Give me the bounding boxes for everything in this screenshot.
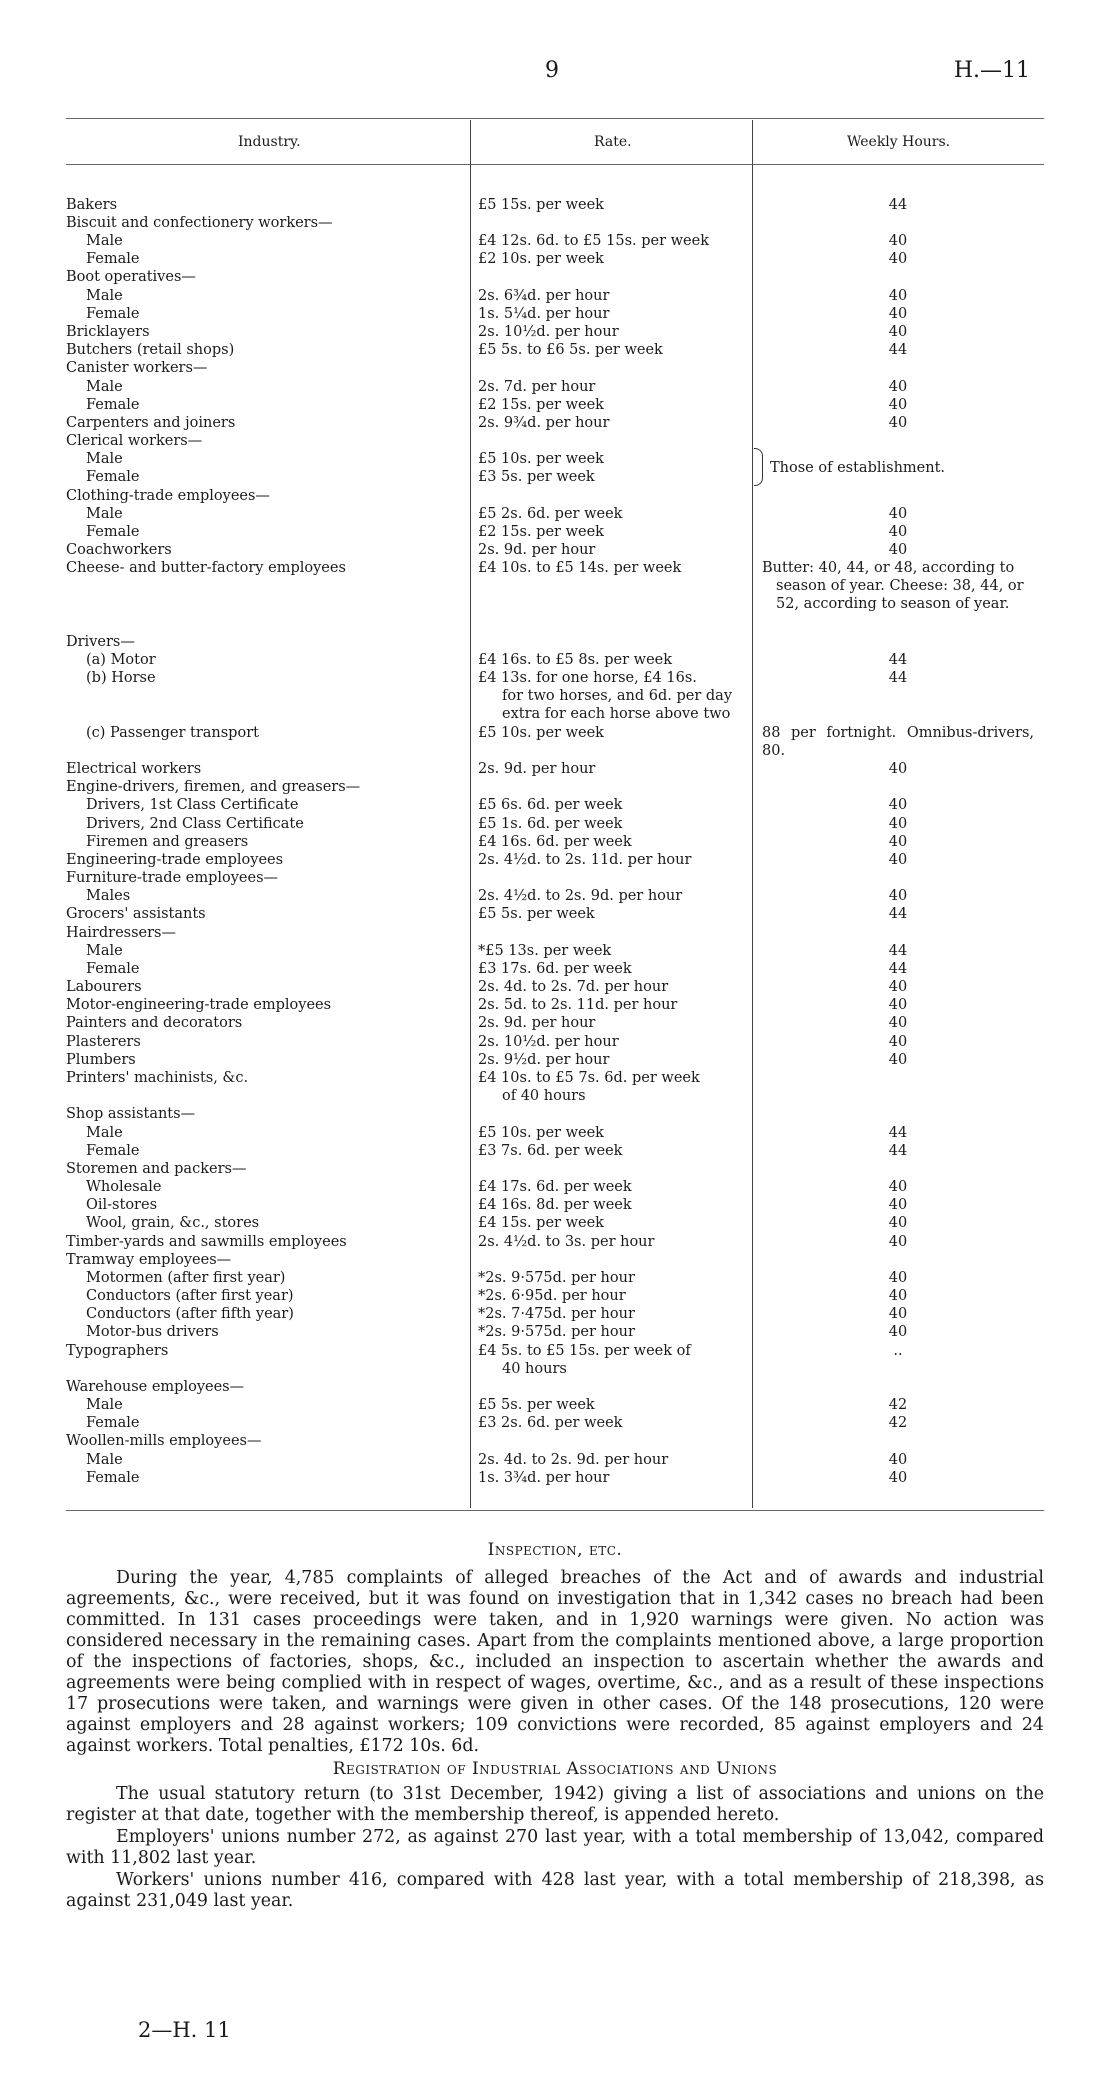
rate-cell: 2s. 10½d. per hour xyxy=(478,324,619,340)
hours-cell: 42 xyxy=(888,1415,908,1431)
industry-cell: Female xyxy=(86,469,140,485)
registration-paragraph-1: The usual statutory return (to 31st December, 1942) giving a list of associations and unions on the register at that date, together with the membership thereof, is appended hereto. xyxy=(66,1784,1044,1825)
col-head-rate: Rate. xyxy=(594,134,632,150)
industry-cell: Male xyxy=(86,451,123,467)
rate-cell: £4 13s. for one horse, £4 16s. xyxy=(478,670,697,686)
industry-cell: Male xyxy=(86,379,123,395)
hours-cell: 40 xyxy=(888,506,908,522)
rate-cell: £5 10s. per week xyxy=(478,1125,604,1141)
rate-cell: *2s. 9·575d. per hour xyxy=(478,1324,635,1340)
rate-cell: 2s. 7d. per hour xyxy=(478,379,596,395)
hours-cell: 40 xyxy=(888,1324,908,1340)
industry-cell: (c) Passenger transport xyxy=(86,725,259,741)
document-code: H.—11 xyxy=(953,58,1030,83)
industry-cell: Butchers (retail shops) xyxy=(66,342,235,358)
industry-cell: Conductors (after fifth year) xyxy=(86,1306,294,1322)
hours-cell: 40 xyxy=(888,1179,908,1195)
industry-cell: Furniture-trade employees— xyxy=(66,870,279,886)
hours-cell: 40 xyxy=(888,834,908,850)
industry-cell: Firemen and greasers xyxy=(86,834,249,850)
industry-cell: Conductors (after first year) xyxy=(86,1288,294,1304)
hours-cell: 40 xyxy=(888,1197,908,1213)
rate-cell: 2s. 10½d. per hour xyxy=(478,1034,619,1050)
rate-cell: £4 16s. to £5 8s. per week xyxy=(478,652,673,668)
industry-cell: Plasterers xyxy=(66,1034,141,1050)
rate-cell: £4 17s. 6d. per week xyxy=(478,1179,632,1195)
rate-cell: £3 7s. 6d. per week xyxy=(478,1143,623,1159)
hours-cell: 40 xyxy=(888,1234,908,1250)
industry-cell: Clothing-trade employees— xyxy=(66,488,270,504)
hours-cell: 44 xyxy=(888,652,908,668)
industry-cell: Female xyxy=(86,306,140,322)
industry-cell: Timber-yards and sawmills employees xyxy=(66,1234,347,1250)
rate-cell: of 40 hours xyxy=(502,1088,586,1104)
hours-cell: 40 xyxy=(888,288,908,304)
hours-cell: 40 xyxy=(888,1306,908,1322)
industry-cell: Warehouse employees— xyxy=(66,1379,245,1395)
rate-cell: 2s. 9d. per hour xyxy=(478,761,596,777)
industry-cell: Bakers xyxy=(66,197,118,213)
hours-cell: 40 xyxy=(888,997,908,1013)
rate-cell: 2s. 4d. to 2s. 9d. per hour xyxy=(478,1452,669,1468)
industry-cell: Tramway employees— xyxy=(66,1252,232,1268)
industry-cell: Grocers' assistants xyxy=(66,906,206,922)
rate-cell: £4 16s. 6d. per week xyxy=(478,834,632,850)
registration-paragraph-2: Employers' unions number 272, as against 270 last year, with a total membership of 13,042, compared with 11,802 last year. xyxy=(66,1827,1044,1868)
hours-cell: 40 xyxy=(888,324,908,340)
rate-cell: £4 15s. per week xyxy=(478,1215,604,1231)
rate-cell: 2s. 9d. per hour xyxy=(478,542,596,558)
hours-cell: 40 xyxy=(888,251,908,267)
industry-cell: Painters and decorators xyxy=(66,1015,243,1031)
rate-cell: 2s. 4½d. to 2s. 9d. per hour xyxy=(478,888,683,904)
rate-cell: 2s. 6¾d. per hour xyxy=(478,288,610,304)
industry-cell: Boot operatives— xyxy=(66,269,196,285)
industry-cell: Woollen-mills employees— xyxy=(66,1433,262,1449)
hours-cell: 40 xyxy=(888,1288,908,1304)
hours-cell: 40 xyxy=(888,1270,908,1286)
rate-cell: £3 5s. per week xyxy=(478,469,595,485)
rate-cell: *£5 13s. per week xyxy=(478,943,612,959)
industry-cell: Storemen and packers— xyxy=(66,1161,247,1177)
industry-cell: Shop assistants— xyxy=(66,1106,196,1122)
industry-cell: Male xyxy=(86,233,123,249)
industry-cell: Engineering-trade employees xyxy=(66,852,284,868)
industry-cell: Coachworkers xyxy=(66,542,172,558)
industry-cell: Drivers— xyxy=(66,634,135,650)
registration-title: Registration of Industrial Associations and Unions xyxy=(332,1759,778,1779)
rate-cell: £4 5s. to £5 15s. per week of xyxy=(478,1343,691,1359)
hours-cell: 40 xyxy=(888,1052,908,1068)
hours-cell: 40 xyxy=(888,379,908,395)
industry-cell: Male xyxy=(86,506,123,522)
industry-cell: Electrical workers xyxy=(66,761,202,777)
clerical-hours: Those of establishment. xyxy=(770,460,946,476)
table-bottom-rule xyxy=(66,1510,1044,1511)
industry-cell: Male xyxy=(86,1452,123,1468)
rate-cell: 2s. 4d. to 2s. 7d. per hour xyxy=(478,979,669,995)
rate-cell: for two horses, and 6d. per day xyxy=(502,688,733,704)
hours-cell: 40 xyxy=(888,1470,908,1486)
industry-cell: Motor-engineering-trade employees xyxy=(66,997,332,1013)
industry-cell: Carpenters and joiners xyxy=(66,415,236,431)
industry-cell: Male xyxy=(86,288,123,304)
rate-cell: 2s. 4½d. to 2s. 11d. per hour xyxy=(478,852,692,868)
hours-cell: 44 xyxy=(888,961,908,977)
hours-cell: 40 xyxy=(888,524,908,540)
hours-cell: 40 xyxy=(888,852,908,868)
hours-cell: 40 xyxy=(888,761,908,777)
rate-cell: £5 2s. 6d. per week xyxy=(478,506,623,522)
industry-cell: Bricklayers xyxy=(66,324,150,340)
industry-cell: Motor-bus drivers xyxy=(86,1324,219,1340)
rate-cell: £5 5s. to £6 5s. per week xyxy=(478,342,663,358)
industry-cell: Male xyxy=(86,1397,123,1413)
rate-cell: £5 15s. per week xyxy=(478,197,604,213)
rate-cell: £4 12s. 6d. to £5 15s. per week xyxy=(478,233,709,249)
industry-cell: Female xyxy=(86,1470,140,1486)
industry-cell: Female xyxy=(86,524,140,540)
hours-cell: 44 xyxy=(888,1143,908,1159)
rate-cell: £5 10s. per week xyxy=(478,451,604,467)
hours-cell: 40 xyxy=(888,816,908,832)
hours-cell: 40 xyxy=(888,1015,908,1031)
industry-cell: Engine-drivers, firemen, and greasers— xyxy=(66,779,361,795)
hours-cell: .. xyxy=(893,1343,903,1359)
industry-cell: Male xyxy=(86,1125,123,1141)
hours-cell: 40 xyxy=(888,797,908,813)
rate-cell: 2s. 9½d. per hour xyxy=(478,1052,610,1068)
industry-cell: Drivers, 1st Class Certificate xyxy=(86,797,299,813)
rate-cell: £3 17s. 6d. per week xyxy=(478,961,632,977)
rate-cell: £5 5s. per week xyxy=(478,1397,595,1413)
hours-cell: 40 xyxy=(888,1215,908,1231)
hours-cell: 44 xyxy=(888,197,908,213)
footer-code: 2—H. 11 xyxy=(138,2018,231,2042)
industry-cell: Female xyxy=(86,961,140,977)
hours-cell: 40 xyxy=(888,888,908,904)
rate-cell: *2s. 7·475d. per hour xyxy=(478,1306,635,1322)
industry-cell: Wholesale xyxy=(86,1179,162,1195)
hours-cell: 40 xyxy=(888,1452,908,1468)
industry-cell: Male xyxy=(86,943,123,959)
rate-cell: *2s. 9·575d. per hour xyxy=(478,1270,635,1286)
rate-cell: £3 2s. 6d. per week xyxy=(478,1415,623,1431)
rate-cell: £2 10s. per week xyxy=(478,251,604,267)
rate-cell: 2s. 4½d. to 3s. per hour xyxy=(478,1234,655,1250)
rate-cell: £5 5s. per week xyxy=(478,906,595,922)
rate-cell: £2 15s. per week xyxy=(478,524,604,540)
industry-cell: (b) Horse xyxy=(86,670,156,686)
hours-cell: 40 xyxy=(888,542,908,558)
industry-cell: Canister workers— xyxy=(66,360,208,376)
hours-cell: 44 xyxy=(888,342,908,358)
industry-cell: Female xyxy=(86,397,140,413)
rate-cell: 1s. 3¾d. per hour xyxy=(478,1470,610,1486)
inspection-title: Inspection, etc. xyxy=(487,1540,623,1560)
hours-cell: 40 xyxy=(888,233,908,249)
hours-cell: 40 xyxy=(888,979,908,995)
passenger-hours: 88 per fortnight. Omnibus-drivers, 80. xyxy=(762,725,1034,759)
hours-cell: 44 xyxy=(888,1125,908,1141)
industry-cell: Plumbers xyxy=(66,1052,136,1068)
inspection-paragraph: During the year, 4,785 complaints of alleged breaches of the Act and of awards and industrial agreements, &c., were received, but it was found on investigation that in 1,342 cases no breach had been committed. In 131 cases proceedings were taken, and in 1,920 warnings were given. No action was considered necessary in the remaining cases. Apart from the complaints mentioned above, a large proportion of the inspections of factories, shops, &c., included an inspection to ascertain whether the awards and agreements were being complied with in respect of wages, overtime, &c., and as a result of these inspections 17 prosecutions were taken, and warnings were given in other cases. Of the 148 prosecutions, 120 were against employers and 28 against workers; 109 convictions were recorded, 85 against employers and 24 against workers. Total penalties, £172 10s. 6d. xyxy=(66,1568,1044,1756)
industry-cell: Typographers xyxy=(66,1343,169,1359)
rate-cell: 2s. 9d. per hour xyxy=(478,1015,596,1031)
rate-cell: £4 10s. to £5 14s. per week xyxy=(478,560,682,576)
col-head-industry: Industry. xyxy=(238,134,301,150)
rate-cell: 40 hours xyxy=(502,1361,567,1377)
hours-cell: 44 xyxy=(888,906,908,922)
rate-cell: extra for each horse above two xyxy=(502,706,731,722)
industry-cell: Female xyxy=(86,1415,140,1431)
industry-cell: Labourers xyxy=(66,979,142,995)
industry-cell: Cheese- and butter-factory employees xyxy=(66,560,346,576)
rate-cell: 2s. 9¾d. per hour xyxy=(478,415,610,431)
rate-cell: £4 16s. 8d. per week xyxy=(478,1197,632,1213)
hours-cell: 40 xyxy=(888,415,908,431)
rate-cell: 2s. 5d. to 2s. 11d. per hour xyxy=(478,997,678,1013)
rate-cell: £5 1s. 6d. per week xyxy=(478,816,623,832)
rate-cell: *2s. 6·95d. per hour xyxy=(478,1288,626,1304)
rate-cell: £5 10s. per week xyxy=(478,725,604,741)
industry-cell: Oil-stores xyxy=(86,1197,158,1213)
hours-cell: 44 xyxy=(888,943,908,959)
industry-cell: Biscuit and confectionery workers— xyxy=(66,215,333,231)
hours-cell: 42 xyxy=(888,1397,908,1413)
industry-cell: Wool, grain, &c., stores xyxy=(86,1215,260,1231)
industry-cell: (a) Motor xyxy=(86,652,156,668)
industry-cell: Printers' machinists, &c. xyxy=(66,1070,249,1086)
industry-cell: Males xyxy=(86,888,131,904)
industry-cell: Drivers, 2nd Class Certificate xyxy=(86,816,304,832)
rate-cell: £5 6s. 6d. per week xyxy=(478,797,623,813)
cheese-hours: Butter: 40, 44, or 48, according to season of year. Cheese: 38, 44, or 52, according to season of year. xyxy=(762,560,1024,612)
hours-cell: 44 xyxy=(888,670,908,686)
industry-cell: Motormen (after first year) xyxy=(86,1270,286,1286)
rate-cell: £4 10s. to £5 7s. 6d. per week xyxy=(478,1070,700,1086)
hours-cell: 40 xyxy=(888,1034,908,1050)
page-number: 9 xyxy=(545,58,559,83)
rate-cell: £2 15s. per week xyxy=(478,397,604,413)
industry-cell: Hairdressers— xyxy=(66,925,176,941)
registration-paragraph-3: Workers' unions number 416, compared with 428 last year, with a total membership of 218,398, as against 231,049 last year. xyxy=(66,1870,1044,1911)
col-head-hours: Weekly Hours. xyxy=(847,134,951,150)
clerical-brace xyxy=(754,448,763,486)
industry-cell: Female xyxy=(86,251,140,267)
industry-cell: Clerical workers— xyxy=(66,433,203,449)
hours-cell: 40 xyxy=(888,306,908,322)
industry-cell: Female xyxy=(86,1143,140,1159)
rate-cell: 1s. 5¼d. per hour xyxy=(478,306,610,322)
hours-cell: 40 xyxy=(888,397,908,413)
